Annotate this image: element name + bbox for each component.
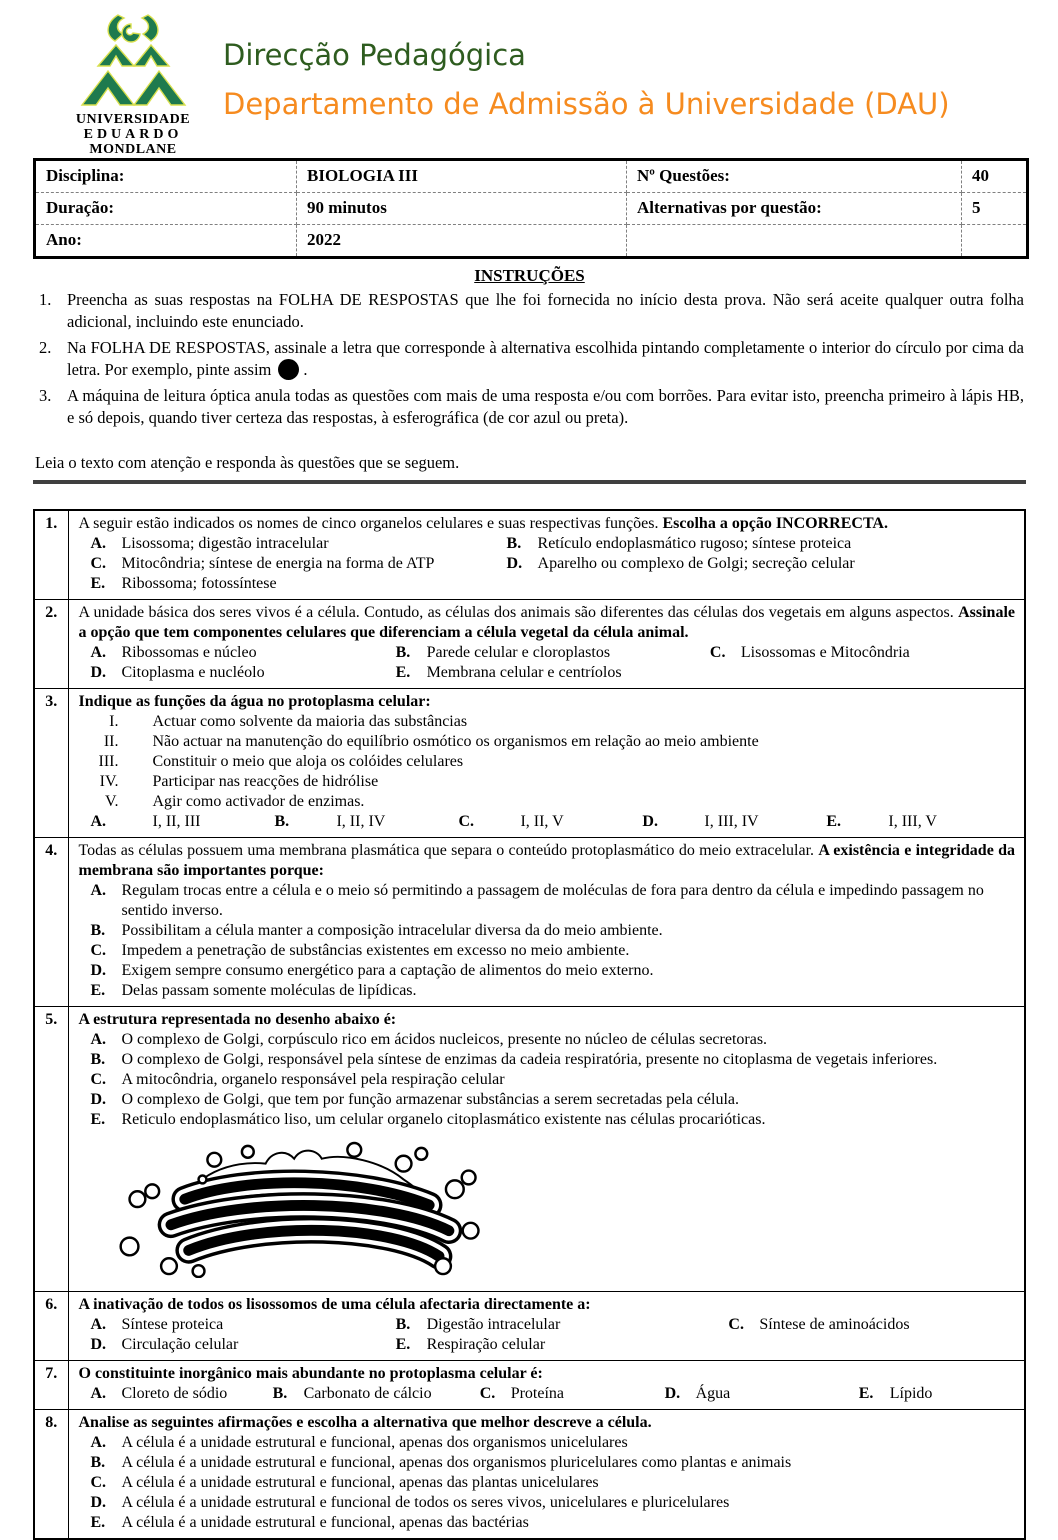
info-label: Alternativas por questão: — [627, 193, 962, 225]
roman-numeral: III. — [98, 753, 119, 770]
option — [273, 1384, 480, 1404]
info-value — [962, 225, 1028, 258]
option-text: Ribossoma; fotossíntese — [121, 575, 277, 592]
question-number: 7. — [34, 1361, 68, 1410]
options-list — [79, 534, 1016, 594]
option — [665, 1384, 859, 1404]
option-letter: A. — [90, 1385, 107, 1402]
exam-info-table — [33, 158, 1029, 259]
option-letter: D. — [506, 555, 523, 572]
question-number: 1. — [34, 510, 68, 600]
question-number: 3. — [34, 689, 68, 838]
question-number: 4. — [34, 838, 68, 1007]
stem-bold-text: Escolha a opção INCORRECTA. — [662, 515, 888, 532]
option — [507, 534, 1015, 554]
option — [507, 554, 1015, 574]
option-letter: A. — [90, 535, 107, 552]
option — [458, 812, 642, 832]
info-value: 40 — [962, 160, 1028, 193]
option-letter: B. — [90, 1454, 106, 1471]
roman-numeral: II. — [103, 733, 119, 750]
table-row — [35, 193, 1028, 225]
instructions-title: INSTRUÇÕES — [474, 266, 585, 285]
instruction-item — [33, 289, 1026, 332]
option-letter: B. — [274, 813, 290, 830]
table-row — [34, 1292, 1025, 1361]
instruction-text: Preencha as suas respostas na FOLHA DE RESPOSTAS que lhe foi fornecida no início desta prova. Não será aceite qualquer outra folha adicional, incluindo este enunciado. — [67, 290, 1024, 331]
option-text: Exigem sempre consumo energético para a captação de alimentos do meio externo. — [121, 962, 654, 979]
info-value: 90 minutos — [297, 193, 627, 225]
stem-bold-text: A estrutura representada no desenho abaixo é: — [78, 1011, 397, 1028]
option-text: O complexo de Golgi, que tem por função armazenar substâncias a serem secretadas pela célula. — [121, 1091, 740, 1108]
option — [91, 1513, 1016, 1533]
option — [274, 812, 458, 832]
table-row — [34, 838, 1025, 1007]
instruction-text-after: . — [303, 359, 308, 379]
question-body — [68, 1292, 1025, 1361]
option-letter: C. — [709, 644, 726, 661]
questions-table — [33, 509, 1026, 1540]
option-text: Citoplasma e nucléolo — [121, 664, 265, 681]
option-letter: C. — [90, 1474, 107, 1491]
options-list — [79, 881, 1016, 1001]
option-letter: B. — [506, 535, 522, 552]
option — [91, 1070, 1016, 1090]
option-text: Proteína — [510, 1385, 565, 1402]
info-label: Disciplina: — [35, 160, 297, 193]
option — [91, 534, 507, 554]
option-letter: D. — [90, 1336, 107, 1353]
option — [91, 1493, 1016, 1513]
question-stem — [79, 603, 1016, 643]
logo-line-3: MONDLANE — [89, 142, 177, 157]
logo-line-1: UNIVERSIDADE — [75, 112, 191, 127]
option-text: Água — [695, 1385, 731, 1402]
option-text: O complexo de Golgi, responsável pela síntese de enzimas da cadeia respiratória, presente no citoplasma de vegetais inferiores. — [121, 1051, 938, 1068]
option-text: I, III, V — [888, 813, 937, 830]
table-row — [34, 689, 1025, 838]
question-body — [68, 689, 1025, 838]
page-header — [33, 0, 1026, 158]
option-letter: E. — [395, 664, 411, 681]
option-letter: A. — [90, 882, 107, 899]
option — [396, 1315, 729, 1335]
option-letter: C. — [458, 813, 474, 830]
option — [826, 812, 1010, 832]
instruction-number: 2. — [39, 338, 52, 357]
option-text: Mitocôndria; síntese de energia na forma de ATP — [121, 555, 435, 572]
uem-logo-icon — [74, 14, 192, 106]
table-row — [35, 160, 1028, 193]
question-body — [68, 838, 1025, 1007]
instruction-number: 1. — [39, 290, 52, 309]
option — [91, 1335, 396, 1355]
option-text: O complexo de Golgi, corpúsculo rico em ácidos nucleicos, presente no núcleo de células secretoras. — [121, 1031, 768, 1048]
option-text: Síntese de aminoácidos — [759, 1316, 910, 1333]
option — [91, 1090, 1016, 1110]
option-letter: B. — [395, 1316, 411, 1333]
option — [91, 941, 1016, 961]
option-text: Lisossoma; digestão intracelular — [121, 535, 329, 552]
option — [710, 643, 1015, 663]
roman-text: Participar nas reacções de hidrólise — [152, 773, 379, 790]
options-list — [79, 643, 1016, 683]
direccao-pedagogica-title: Direcção Pedagógica — [223, 38, 526, 72]
instruction-item — [33, 337, 1026, 380]
option-text: A célula é a unidade estrutural e funcional, apenas das plantas unicelulares — [121, 1474, 599, 1491]
option-letter: C. — [90, 555, 107, 572]
option-letter: E. — [90, 575, 106, 592]
golgi-apparatus-illustration — [105, 1140, 505, 1278]
question-body — [68, 510, 1025, 600]
question-body — [68, 1007, 1025, 1292]
question-stem — [79, 1413, 1016, 1433]
option-text: A célula é a unidade estrutural e funcional, apenas das bactérias — [121, 1514, 529, 1531]
filled-circle-example-icon — [278, 359, 299, 380]
option — [91, 981, 1016, 1001]
instruction-item — [33, 385, 1026, 428]
option — [91, 921, 1016, 941]
info-value: 5 — [962, 193, 1028, 225]
roman-text: Actuar como solvente da maioria das substâncias — [152, 713, 468, 730]
instruction-number: 3. — [39, 386, 52, 405]
option — [91, 1050, 1016, 1070]
option-text: Digestão intracelular — [426, 1316, 561, 1333]
option-text: Reticulo endoplasmático liso, um celular organelo citoplasmático existente nas células procarióticas. — [121, 1111, 766, 1128]
option-text: I, II, V — [520, 813, 564, 830]
roman-text: Agir como activador de enzimas. — [152, 793, 365, 810]
option-letter: B. — [272, 1385, 288, 1402]
option-text: Regulam trocas entre a célula e o meio só permitindo a passagem de moléculas de fora para dentro da célula e impedindo passagem no sentido inverso. — [121, 882, 984, 919]
table-row — [34, 1361, 1025, 1410]
option-text: A mitocôndria, organelo responsável pela respiração celular — [121, 1071, 505, 1088]
option — [728, 1315, 1015, 1335]
question-body — [68, 1410, 1025, 1540]
table-row — [34, 600, 1025, 689]
option-text: Membrana celular e centríolos — [426, 664, 622, 681]
options-list — [79, 1315, 1016, 1355]
table-row — [35, 225, 1028, 258]
option-text: I, II, IV — [336, 813, 386, 830]
question-number: 8. — [34, 1410, 68, 1540]
info-label — [627, 225, 962, 258]
option-text: A célula é a unidade estrutural e funcional, apenas dos organismos unicelulares — [121, 1434, 628, 1451]
option-letter: B. — [90, 922, 106, 939]
option-text: Carbonato de cálcio — [303, 1385, 432, 1402]
option-letter: E. — [90, 982, 106, 999]
logo-wordmark — [57, 112, 209, 157]
option-letter: A. — [90, 1434, 107, 1451]
option — [91, 881, 1016, 921]
table-row — [34, 1007, 1025, 1292]
option-letter: C. — [479, 1385, 496, 1402]
option — [91, 961, 1016, 981]
info-value: 2022 — [297, 225, 627, 258]
option-letter: E. — [90, 1111, 106, 1128]
question-stem — [79, 514, 1016, 534]
stem-bold-text: Analise as seguintes afirmações e escolha a alternativa que melhor descreve a célula. — [78, 1414, 652, 1431]
option-text: Lípido — [889, 1385, 933, 1402]
stem-bold-text: O constituinte inorgânico mais abundante no protoplasma celular é: — [78, 1365, 543, 1382]
option — [396, 643, 710, 663]
stem-bold-text: Indique as funções da água no protoplasma celular: — [78, 693, 431, 710]
stem-text: A seguir estão indicados os nomes de cinco organelos celulares e suas respectivas funções. — [78, 515, 663, 532]
option — [91, 554, 507, 574]
stem-text: A unidade básica dos seres vivos é a célula. Contudo, as células dos animais são diferentes das células dos vegetais em alguns aspectos. — [78, 604, 959, 621]
option-letter: C. — [90, 1071, 107, 1088]
option-letter: E. — [90, 1514, 106, 1531]
option-letter: C. — [90, 942, 107, 959]
option-letter: D. — [664, 1385, 681, 1402]
logo-line-2: EDUARDO — [83, 127, 183, 142]
option-text: I, III, IV — [704, 813, 759, 830]
option-text: Aparelho ou complexo de Golgi; secreção celular — [537, 555, 855, 572]
roman-item — [79, 772, 1016, 792]
option — [396, 1335, 729, 1355]
option-letter: D. — [90, 962, 107, 979]
uem-logo — [57, 14, 209, 157]
option-letter: D. — [90, 1091, 107, 1108]
roman-item — [79, 712, 1016, 732]
roman-item — [79, 792, 1016, 812]
table-row — [34, 510, 1025, 600]
options-list — [79, 1030, 1016, 1130]
option-letter: A. — [90, 813, 107, 830]
option-text: Impedem a penetração de substâncias existentes em excesso no meio ambiente. — [121, 942, 630, 959]
option — [91, 1030, 1016, 1050]
stem-bold-text: A existência e integridade da membrana são importantes porque: — [78, 842, 1015, 879]
info-label: Ano: — [35, 225, 297, 258]
option-letter: A. — [90, 1031, 107, 1048]
option-text: Retículo endoplasmático rugoso; síntese proteica — [537, 535, 852, 552]
info-label: Nº Questões: — [627, 160, 962, 193]
option-letter: D. — [90, 664, 107, 681]
option-letter: B. — [395, 644, 411, 661]
option-letter: E. — [826, 813, 842, 830]
option-letter: B. — [90, 1051, 106, 1068]
roman-text: Não actuar na manutenção do equilíbrio osmótico os organismos em relação ao meio ambiente — [152, 733, 759, 750]
option — [91, 1453, 1016, 1473]
lead-sentence: Leia o texto com atenção e responda às questões que se seguem. — [35, 453, 460, 472]
instruction-text: A máquina de leitura óptica anula todas as questões com mais de uma resposta e/ou com borrões. Para evitar isto, preencha primeiro à lápis HB, e só depois, quando tiver certeza das respostas, à esferográfica (de cor azul ou preta). — [67, 386, 1024, 427]
question-stem — [79, 1295, 1016, 1315]
option-text: I, II, III — [152, 813, 201, 830]
stem-bold-text: Assinale a opção que tem componentes celulares que diferenciam a célula vegetal da célula animal. — [78, 604, 1015, 641]
option-letter: A. — [90, 644, 107, 661]
option — [91, 1110, 1016, 1130]
stem-text: Todas as células possuem uma membrana plasmática que separa o conteúdo protoplasmático do meio extracelular. — [78, 842, 819, 859]
question-body — [68, 1361, 1025, 1410]
header-titles — [223, 14, 950, 121]
question-stem — [79, 692, 1016, 712]
stem-bold-text: A inativação de todos os lisossomos de uma célula afectaria directamente a: — [78, 1296, 591, 1313]
question-stem — [79, 841, 1016, 881]
departamento-dau-title: Departamento de Admissão à Universidade (DAU) — [223, 87, 950, 121]
option-text: Circulação celular — [121, 1336, 239, 1353]
options-list — [79, 1433, 1016, 1533]
option — [91, 1433, 1016, 1453]
section-divider — [33, 480, 1026, 484]
question-number: 5. — [34, 1007, 68, 1292]
roman-numeral: I. — [109, 713, 119, 730]
roman-numeral: V. — [105, 793, 119, 810]
option — [91, 663, 396, 683]
question-number: 2. — [34, 600, 68, 689]
option — [91, 1315, 396, 1335]
table-row — [34, 1410, 1025, 1540]
option — [91, 574, 507, 594]
option-letter: A. — [90, 1316, 107, 1333]
option — [859, 1384, 1015, 1404]
option-text: Lisossomas e Mitocôndria — [740, 644, 910, 661]
instruction-text-before: Na FOLHA DE RESPOSTAS, assinale a letra que corresponde à alternativa escolhida pintando completamente o interior do círculo por cima da letra. Por exemplo, pinte assim — [67, 338, 1024, 379]
option-text: A célula é a unidade estrutural e funcional, apenas dos organismos pluricelulares como plantas e animais — [121, 1454, 792, 1471]
option-text: Respiração celular — [426, 1336, 546, 1353]
question-stem — [79, 1010, 1016, 1030]
instruction-text — [67, 337, 1026, 380]
option — [91, 643, 396, 663]
option-letter: E. — [395, 1336, 411, 1353]
option-text: Cloreto de sódio — [121, 1385, 228, 1402]
option-text: Possibilitam a célula manter a composição intracelular diversa da do meio ambiente. — [121, 922, 663, 939]
question-body — [68, 600, 1025, 689]
question-stem — [79, 1364, 1016, 1384]
option-letter: D. — [90, 1494, 107, 1511]
option — [642, 812, 826, 832]
option — [91, 1384, 273, 1404]
info-label: Duração: — [35, 193, 297, 225]
options-list — [79, 812, 1016, 832]
option-text: Parede celular e cloroplastos — [426, 644, 611, 661]
roman-text: Constituir o meio que aloja os colóides celulares — [152, 753, 464, 770]
option — [396, 663, 710, 683]
option-letter: E. — [858, 1385, 874, 1402]
option — [480, 1384, 665, 1404]
question-number: 6. — [34, 1292, 68, 1361]
option-letter: D. — [642, 813, 658, 830]
option — [91, 812, 275, 832]
roman-item — [79, 732, 1016, 752]
info-value: BIOLOGIA III — [297, 160, 627, 193]
option-letter: C. — [728, 1316, 744, 1333]
option — [91, 1473, 1016, 1493]
option-text: A célula é a unidade estrutural e funcional de todos os seres vivos, unicelulares e pluricelulares — [121, 1494, 730, 1511]
option-text: Síntese proteica — [121, 1316, 224, 1333]
option-text: Delas passam somente moléculas de lipídicas. — [121, 982, 417, 999]
options-list — [79, 1384, 1016, 1404]
roman-item — [79, 752, 1016, 772]
option-text: Ribossomas e núcleo — [121, 644, 257, 661]
roman-numeral: IV. — [99, 773, 119, 790]
